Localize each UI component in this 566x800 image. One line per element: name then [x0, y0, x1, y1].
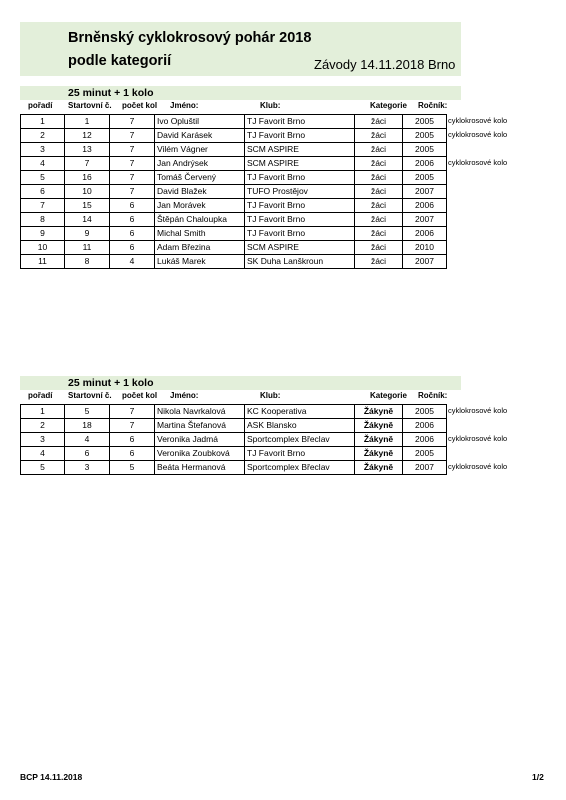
column-header-rocnik: Ročník:	[418, 391, 448, 400]
birth-year-cell: 2005	[403, 115, 447, 129]
name-cell: Štěpán Chaloupka	[155, 213, 245, 227]
name-cell: Nikola Navrkalová	[155, 405, 245, 419]
category-cell: Žákyně	[355, 461, 403, 475]
column-header-pocet-kol: počet kol	[122, 101, 158, 110]
birth-year-cell: 2007	[403, 255, 447, 269]
column-header-kategorie: Kategorie	[370, 391, 407, 400]
category-cell: žáci	[355, 157, 403, 171]
laps-cell: 5	[110, 461, 155, 475]
poradi-cell: 9	[21, 227, 65, 241]
birth-year-cell: 2006	[403, 419, 447, 433]
column-header-poradi: pořadí	[28, 391, 53, 400]
laps-cell: 7	[110, 185, 155, 199]
name-cell: Lukáš Marek	[155, 255, 245, 269]
laps-cell: 7	[110, 143, 155, 157]
column-header-jmeno: Jméno:	[170, 101, 199, 110]
page-title: Brněnský cyklokrosový pohár 2018	[68, 30, 312, 46]
name-cell: Adam Březina	[155, 241, 245, 255]
birth-year-cell: 2006	[403, 199, 447, 213]
row-note: cyklokrosové kolo	[448, 158, 508, 167]
poradi-cell: 3	[21, 143, 65, 157]
event-info: Závody 14.11.2018 Brno	[314, 57, 456, 72]
laps-cell: 6	[110, 227, 155, 241]
category-cell: žáci	[355, 115, 403, 129]
club-cell: TJ Favorit Brno	[245, 129, 355, 143]
birth-year-cell: 2005	[403, 447, 447, 461]
column-header-poradi: pořadí	[28, 101, 53, 110]
birth-year-cell: 2005	[403, 171, 447, 185]
table-row	[21, 461, 447, 475]
row-note: cyklokrosové kolo	[448, 406, 508, 415]
laps-cell: 7	[110, 115, 155, 129]
club-cell: Sportcomplex Břeclav	[245, 433, 355, 447]
name-cell: David Blažek	[155, 185, 245, 199]
poradi-cell: 8	[21, 213, 65, 227]
club-cell: Sportcomplex Břeclav	[245, 461, 355, 475]
poradi-cell: 10	[21, 241, 65, 255]
poradi-cell: 11	[21, 255, 65, 269]
laps-cell: 7	[110, 405, 155, 419]
birth-year-cell: 2006	[403, 227, 447, 241]
laps-cell: 6	[110, 213, 155, 227]
name-cell: David Karásek	[155, 129, 245, 143]
laps-cell: 7	[110, 157, 155, 171]
poradi-cell: 5	[21, 461, 65, 475]
table-row	[21, 185, 447, 199]
results-table	[20, 114, 447, 269]
start-number-cell: 3	[65, 461, 110, 475]
start-number-cell: 1	[65, 115, 110, 129]
column-header-pocet-kol: počet kol	[122, 391, 158, 400]
birth-year-cell: 2006	[403, 433, 447, 447]
table-row	[21, 171, 447, 185]
poradi-cell: 6	[21, 185, 65, 199]
birth-year-cell: 2005	[403, 143, 447, 157]
start-number-cell: 13	[65, 143, 110, 157]
table-row	[21, 241, 447, 255]
row-note: cyklokrosové kolo	[448, 130, 508, 139]
start-number-cell: 14	[65, 213, 110, 227]
column-header-klub: Klub:	[260, 101, 281, 110]
name-cell: Ivo Opluštil	[155, 115, 245, 129]
column-header-klub: Klub:	[260, 391, 281, 400]
footer-label: BCP 14.11.2018	[20, 772, 83, 782]
laps-cell: 4	[110, 255, 155, 269]
club-cell: TJ Favorit Brno	[245, 199, 355, 213]
birth-year-cell: 2005	[403, 405, 447, 419]
section-title: 25 minut + 1 kolo	[68, 87, 154, 99]
laps-cell: 6	[110, 447, 155, 461]
page-subtitle: podle kategorií	[68, 53, 172, 69]
category-cell: žáci	[355, 199, 403, 213]
name-cell: Martina Štefanová	[155, 419, 245, 433]
column-header-kategorie: Kategorie	[370, 101, 407, 110]
table-row	[21, 405, 447, 419]
row-note: cyklokrosové kolo	[448, 116, 508, 125]
start-number-cell: 5	[65, 405, 110, 419]
start-number-cell: 11	[65, 241, 110, 255]
poradi-cell: 5	[21, 171, 65, 185]
table-row	[21, 199, 447, 213]
club-cell: TJ Favorit Brno	[245, 171, 355, 185]
category-cell: Žákyně	[355, 405, 403, 419]
category-cell: Žákyně	[355, 419, 403, 433]
start-number-cell: 4	[65, 433, 110, 447]
category-cell: žáci	[355, 171, 403, 185]
birth-year-cell: 2006	[403, 157, 447, 171]
laps-cell: 7	[110, 171, 155, 185]
poradi-cell: 1	[21, 115, 65, 129]
section-title: 25 minut + 1 kolo	[68, 377, 154, 389]
column-header-jmeno: Jméno:	[170, 391, 199, 400]
start-number-cell: 6	[65, 447, 110, 461]
club-cell: SK Duha Lanškroun	[245, 255, 355, 269]
club-cell: KC Kooperativa	[245, 405, 355, 419]
laps-cell: 7	[110, 419, 155, 433]
club-cell: TJ Favorit Brno	[245, 227, 355, 241]
category-cell: žáci	[355, 227, 403, 241]
table-row	[21, 433, 447, 447]
start-number-cell: 12	[65, 129, 110, 143]
category-cell: žáci	[355, 213, 403, 227]
table-row	[21, 115, 447, 129]
row-note: cyklokrosové kolo	[448, 434, 508, 443]
start-number-cell: 10	[65, 185, 110, 199]
poradi-cell: 2	[21, 129, 65, 143]
page-number: 1/2	[532, 772, 544, 782]
table-row	[21, 447, 447, 461]
poradi-cell: 4	[21, 157, 65, 171]
table-row	[21, 255, 447, 269]
club-cell: SCM ASPIRE	[245, 143, 355, 157]
club-cell: ASK Blansko	[245, 419, 355, 433]
category-cell: žáci	[355, 185, 403, 199]
birth-year-cell: 2005	[403, 129, 447, 143]
poradi-cell: 4	[21, 447, 65, 461]
name-cell: Veronika Zoubková	[155, 447, 245, 461]
results-table	[20, 404, 447, 475]
laps-cell: 6	[110, 199, 155, 213]
birth-year-cell: 2007	[403, 461, 447, 475]
start-number-cell: 9	[65, 227, 110, 241]
poradi-cell: 3	[21, 433, 65, 447]
name-cell: Vilém Vágner	[155, 143, 245, 157]
category-cell: Žákyně	[355, 433, 403, 447]
name-cell: Michal Smith	[155, 227, 245, 241]
start-number-cell: 8	[65, 255, 110, 269]
laps-cell: 6	[110, 433, 155, 447]
column-header-rocnik: Ročník:	[418, 101, 448, 110]
column-header-startovni: Startovní č.	[68, 101, 112, 110]
birth-year-cell: 2010	[403, 241, 447, 255]
club-cell: TJ Favorit Brno	[245, 447, 355, 461]
category-cell: žáci	[355, 143, 403, 157]
club-cell: TUFO Prostějov	[245, 185, 355, 199]
start-number-cell: 18	[65, 419, 110, 433]
birth-year-cell: 2007	[403, 213, 447, 227]
table-row	[21, 143, 447, 157]
club-cell: TJ Favorit Brno	[245, 115, 355, 129]
table-row	[21, 419, 447, 433]
name-cell: Tomáš Červený	[155, 171, 245, 185]
table-row	[21, 157, 447, 171]
poradi-cell: 2	[21, 419, 65, 433]
laps-cell: 6	[110, 241, 155, 255]
start-number-cell: 7	[65, 157, 110, 171]
name-cell: Jan Andrýsek	[155, 157, 245, 171]
category-cell: žáci	[355, 129, 403, 143]
club-cell: SCM ASPIRE	[245, 157, 355, 171]
club-cell: TJ Favorit Brno	[245, 213, 355, 227]
birth-year-cell: 2007	[403, 185, 447, 199]
table-row	[21, 129, 447, 143]
table-row	[21, 227, 447, 241]
category-cell: žáci	[355, 241, 403, 255]
name-cell: Jan Morávek	[155, 199, 245, 213]
category-cell: Žákyně	[355, 447, 403, 461]
club-cell: SCM ASPIRE	[245, 241, 355, 255]
table-row	[21, 213, 447, 227]
start-number-cell: 15	[65, 199, 110, 213]
start-number-cell: 16	[65, 171, 110, 185]
row-note: cyklokrosové kolo	[448, 462, 508, 471]
category-cell: žáci	[355, 255, 403, 269]
laps-cell: 7	[110, 129, 155, 143]
poradi-cell: 1	[21, 405, 65, 419]
poradi-cell: 7	[21, 199, 65, 213]
name-cell: Beáta Hermanová	[155, 461, 245, 475]
name-cell: Veronika Jadmá	[155, 433, 245, 447]
column-header-startovni: Startovní č.	[68, 391, 112, 400]
